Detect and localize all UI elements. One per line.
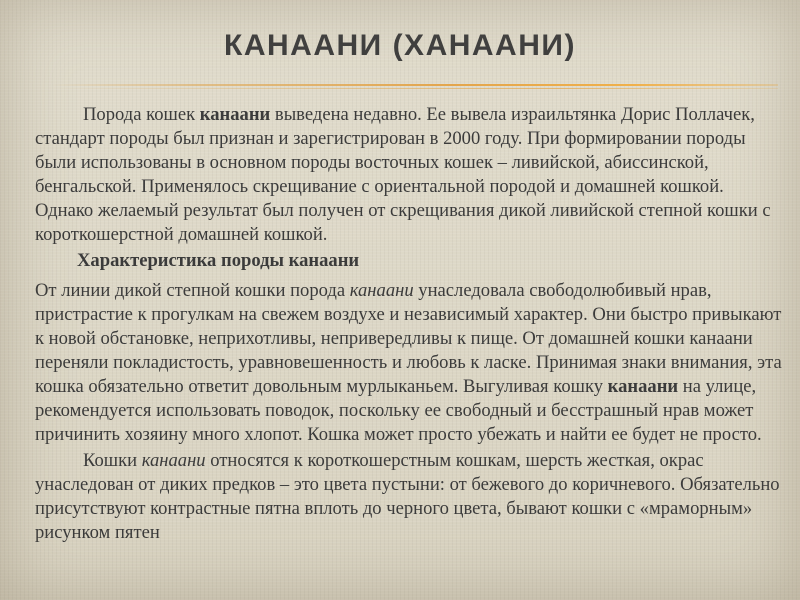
section-heading: Характеристика породы канаани xyxy=(77,250,360,271)
paragraph-history-text-1: Порода кошек xyxy=(83,104,200,125)
paragraph-coat-text-1: Кошки xyxy=(83,450,142,471)
breed-name-italic: канаани xyxy=(349,280,414,301)
breed-name-bold: канаани xyxy=(607,376,679,397)
slide-title: КАНААНИ (ХАНААНИ) xyxy=(224,29,576,62)
paragraph-character xyxy=(35,279,784,447)
breed-name-bold: канаани xyxy=(199,104,271,125)
paragraph-character-text-1: От линии дикой степной кошки порода xyxy=(35,280,350,301)
paragraph-history-text-2: выведена недавно. Ее вывела израильтянка Дорис Поллачек, стандарт породы был признан и зарегистрирован в 2000 году. При формировании породы были использованы в основном породы восточных кошек – ливийской, абиссинской, бенгальской. Применялось скрещивание с ориентальной породой и домашней кошкой. Однако желаемый результат был получен от скрещивания дикой ливийской степной кошки с короткошерстной домашней кошкой. xyxy=(35,104,771,245)
breed-name-italic: канаани xyxy=(141,450,206,471)
paragraph-coat-text-2: относятся к короткошерстным кошкам, шерсть жесткая, окрас унаследован от диких предков – это цвета пустыни: от бежевого до коричневого. Обязательно присутствуют контрастные пятна вплоть до черного цвета, бывают кошки с «мраморным» рисунком пятен xyxy=(35,450,780,543)
paragraph-character-text-2: унаследовала свободолюбивый нрав, пристрастие к прогулкам на свежем воздухе и независимый характер. Они быстро привыкают к новой обстановке, неприхотливы, непривередливы к пище. От домашней кошки канаани переняли покладистость, уравновешенность и любовь к ласке. Принимая знаки внимания, эта кошка обязательно ответит довольным мурлыканьем. Выгуливая кошку xyxy=(35,280,782,397)
title-underline xyxy=(52,84,778,86)
slide-body xyxy=(35,103,784,547)
paragraph-history xyxy=(35,103,784,247)
paragraph-character-text-3: на улице, рекомендуется использовать поводок, поскольку ее свободный и бесстрашный нрав может причинить хозяину много хлопот. Кошка может просто убежать и найти ее будет не просто. xyxy=(35,376,762,445)
paragraph-coat xyxy=(35,449,784,545)
title-underline-secondary xyxy=(52,88,778,89)
